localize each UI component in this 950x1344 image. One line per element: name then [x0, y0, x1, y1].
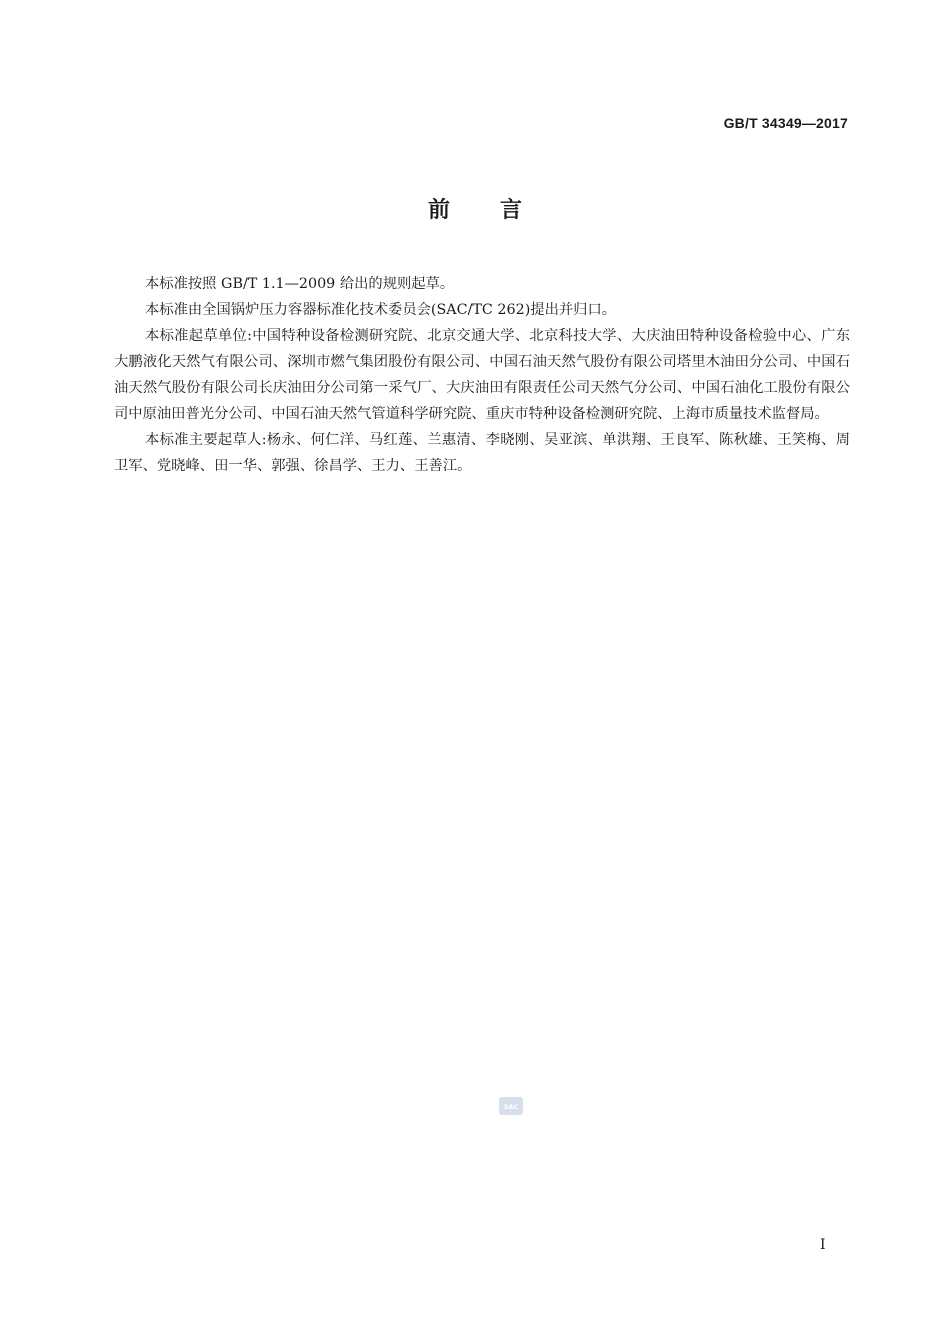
preface-body [114, 271, 850, 479]
page-title: 前言 [427, 198, 572, 223]
paragraph-drafting-units: 本标准起草单位:中国特种设备检测研究院、北京交通大学、北京科技大学、大庆油田特种设备检验中心、广东大鹏液化天然气有限公司、深圳市燃气集团股份有限公司、中国石油天然气股份有限公司塔里木油田分公司、中国石油天然气股份有限公司长庆油田分公司第一采气厂、大庆油田有限责任公司天然气分公司、中国石油化工股份有限公司中原油田普光分公司、中国石油天然气管道科学研究院、重庆市特种设备检测研究院、上海市质量技术监督局。 [114, 328, 850, 422]
paragraph-drafting-rules: 本标准按照 GB/T 1.1—2009 给出的规则起草。 [145, 276, 455, 292]
paragraph-drafters: 本标准主要起草人:杨永、何仁洋、马红莲、兰惠清、李晓刚、吴亚滨、单洪翔、王良军、陈秋雄、王笑梅、周卫军、党晓峰、田一华、郭强、徐昌学、王力、王善江。 [114, 432, 850, 474]
paragraph-proposer: 本标准由全国锅炉压力容器标准化技术委员会(SAC/TC 262)提出并归口。 [145, 302, 617, 318]
page-number: I [820, 1237, 826, 1253]
svg-text:SAC: SAC [503, 1103, 519, 1111]
standard-code: GB/T 34349—2017 [723, 115, 848, 131]
sac-watermark-logo [498, 1095, 524, 1117]
